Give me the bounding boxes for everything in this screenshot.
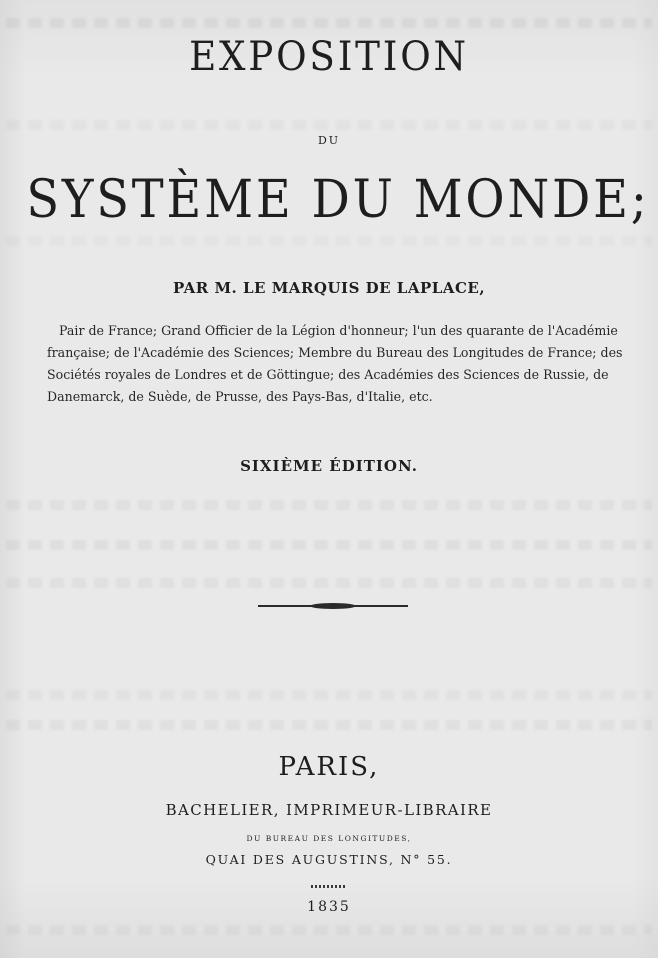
show-through-text (6, 578, 652, 588)
author-titles-line: Danemarck, de Suède, de Prusse, des Pays-Bas, d'Italie, etc. (47, 389, 433, 404)
small-ornament (311, 885, 347, 888)
publisher-note: DU BUREAU DES LONGITUDES, (246, 834, 412, 843)
show-through-text (6, 18, 652, 28)
author-titles-line: française; de l'Académie des Sciences; Membre du Bureau des Longitudes de France; des (47, 345, 623, 360)
ornamental-rule (258, 605, 408, 607)
show-through-text (6, 120, 652, 130)
show-through-text (6, 540, 652, 550)
main-title-line2: SYSTÈME DU MONDE; (26, 170, 650, 230)
edition-line: SIXIÈME ÉDITION. (240, 457, 418, 475)
show-through-text (6, 500, 652, 510)
show-through-text (6, 720, 652, 730)
city: PARIS, (278, 752, 380, 782)
publication-year: 1835 (307, 899, 351, 915)
author-titles (47, 320, 632, 408)
show-through-text (6, 925, 652, 935)
publisher: BACHELIER, IMPRIMEUR-LIBRAIRE (165, 801, 493, 819)
author-line: PAR M. LE MARQUIS DE LAPLACE, (172, 279, 486, 297)
author-titles-line: Sociétés royales de Londres et de Göttingue; des Académies des Sciences de Russie, de (47, 367, 609, 382)
show-through-text (6, 690, 652, 700)
show-through-text (6, 236, 652, 246)
publisher-address: QUAI DES AUGUSTINS, N° 55. (205, 852, 453, 867)
title-connector: DU (317, 134, 341, 147)
main-title-line1: EXPOSITION (189, 34, 469, 80)
author-titles-line: Pair de France; Grand Officier de la Légion d'honneur; l'un des quarante de l'Académie (59, 323, 618, 338)
